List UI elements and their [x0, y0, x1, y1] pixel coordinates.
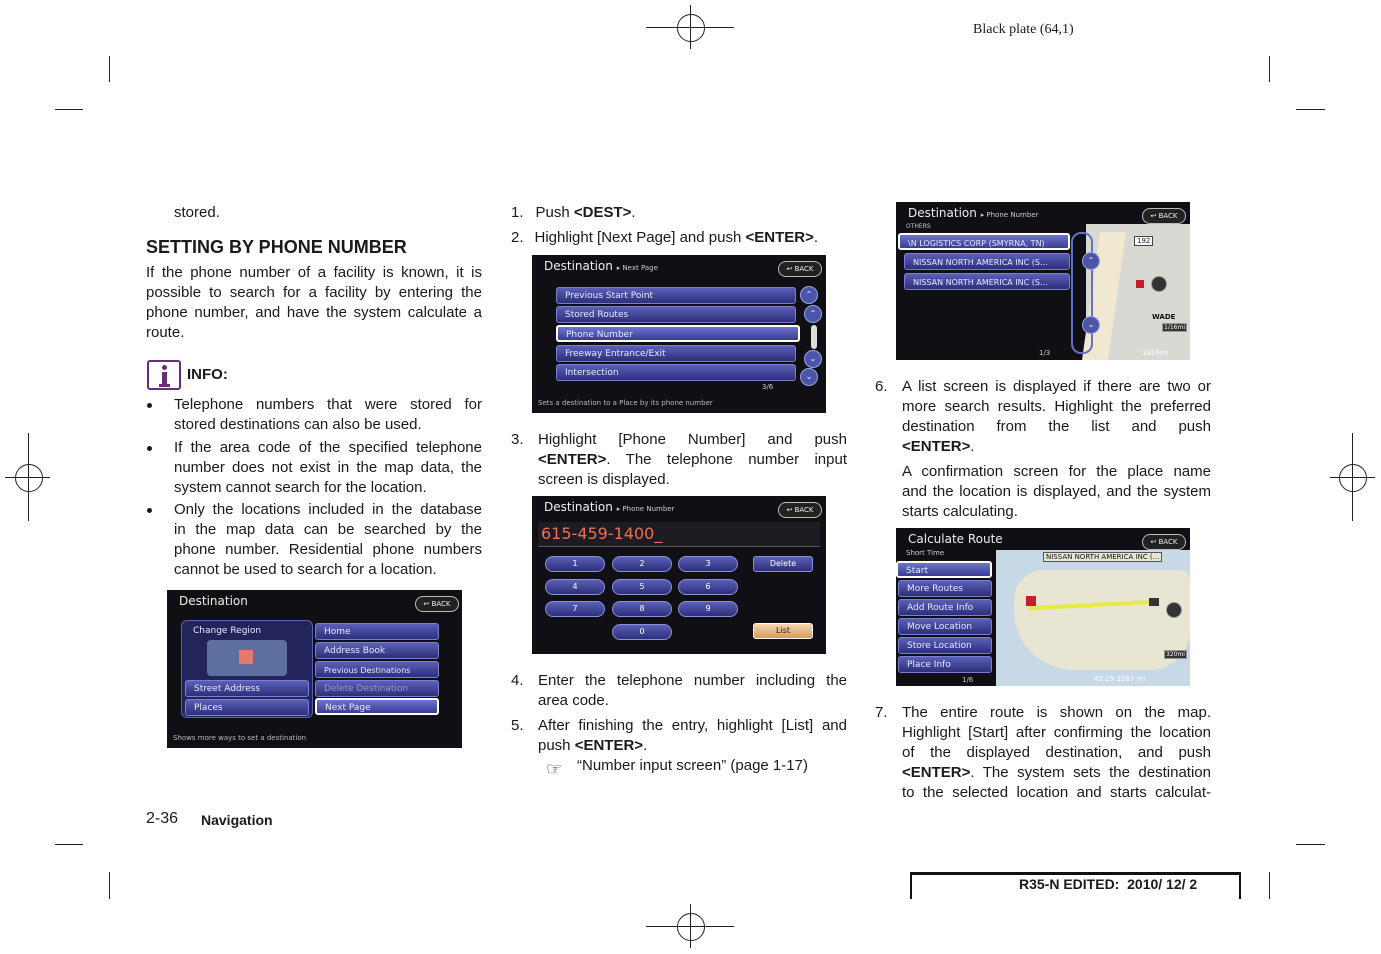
step-4-number: 4. — [511, 672, 524, 689]
reference-hand-icon: ☞ — [546, 759, 563, 779]
menu-item: Places — [185, 699, 309, 716]
list-item: Only the locations included in the database in the map data can be searched by the phone number. Residential phone numbers cannot be used to search for a location. — [174, 501, 482, 578]
edit-box-left-rule — [910, 872, 912, 899]
destination-label: NISSAN NORTH AMERICA INC (... — [1043, 552, 1162, 562]
start-flag-icon — [1026, 596, 1036, 606]
intro-paragraph: If the phone number of a facility is known, it is possible to search for a facility by entering the phone number, and have the system calculate a route. — [146, 264, 482, 341]
menu-item: Intersection — [556, 364, 796, 381]
list-item: If the area code of the specified telephone number does not exist in the map data, the system cannot search for the location. — [174, 439, 482, 496]
route-type-label: Short Time — [906, 549, 945, 557]
back-button: ↩ BACK — [415, 596, 459, 612]
scroll-up-icon: ⌃ — [1082, 252, 1100, 270]
destination-menu-screenshot — [167, 590, 462, 748]
menu-item: Home — [315, 623, 439, 640]
menu-item: Freeway Entrance/Exit — [556, 345, 796, 362]
bullet-dot — [147, 403, 152, 408]
menu-item-selected: Next Page — [315, 698, 439, 715]
screen-title: Destination ▸ Next Page — [544, 259, 658, 273]
step-3: Highlight [Phone Number] and push <ENTER>. The telephone number input screen is displayed. — [538, 431, 847, 488]
list-section-label: OTHERS — [906, 223, 931, 230]
key-2: 2 — [612, 556, 672, 572]
menu-item: Previous Start Point — [556, 287, 796, 304]
road-shield: 192 — [1134, 236, 1153, 246]
back-button: ↩ BACK — [1142, 208, 1186, 224]
scroll-down-icon: ⌄ — [800, 368, 818, 386]
back-button: ↩ BACK — [778, 261, 822, 277]
page-indicator: 1/3 — [1039, 349, 1051, 357]
scale-label: 320mi — [1166, 651, 1185, 658]
screen-hint: Shows more ways to set a destination — [173, 734, 307, 742]
step-3-number: 3. — [511, 431, 524, 448]
delete-key: Delete — [753, 556, 813, 572]
back-button: ↩ BACK — [1142, 534, 1186, 550]
screen-title: Calculate Route — [908, 532, 1003, 546]
step-2: 2. Highlight [Next Page] and push <ENTER>. — [511, 229, 819, 246]
menu-item: Street Address — [185, 680, 309, 697]
route-option: Place Info — [898, 656, 992, 673]
key-6: 6 — [678, 579, 738, 595]
bullet-dot — [147, 446, 152, 451]
menu-item-selected: Phone Number — [556, 325, 800, 342]
info-icon — [147, 360, 181, 390]
page-reference: “Number input screen” (page 1-17) — [577, 757, 808, 774]
edit-box-right-rule — [1239, 872, 1241, 899]
result-item: NISSAN NORTH AMERICA INC (S... — [904, 273, 1070, 290]
plate-label: Black plate (64,1) — [973, 22, 1074, 37]
screen-title: Destination ▸ Phone Number — [908, 206, 1039, 220]
region-highlight — [239, 650, 253, 664]
compass-icon — [1166, 602, 1182, 618]
result-item-selected: \N LOGISTICS CORP (SMYRNA, TN) — [898, 233, 1070, 250]
menu-item: Address Book — [315, 642, 439, 659]
screen-title: Destination ▸ Phone Number — [544, 500, 675, 514]
page-number: 2-36 — [146, 810, 179, 827]
list-item: Telephone numbers that were stored for stored destinations can also be used. — [174, 396, 482, 433]
step-6-note: A confirmation screen for the place name and the location is displayed, and the system starts calculating. — [902, 463, 1211, 520]
scroll-up-icon: ⌃ — [804, 305, 822, 323]
key-8: 8 — [612, 601, 672, 617]
step-7-number: 7. — [875, 704, 888, 721]
menu-item: Change Region — [193, 626, 262, 636]
route-option-selected: Start — [896, 561, 992, 578]
route-option: Add Route Info — [898, 599, 992, 616]
list-key: List — [753, 623, 813, 639]
step-5-number: 5. — [511, 717, 524, 734]
continued-text: stored. — [174, 204, 220, 221]
scrollbar-thumb — [811, 325, 817, 349]
back-button: ↩ BACK — [778, 502, 822, 518]
menu-item: Stored Routes — [556, 306, 796, 323]
menu-item: Delete Destination — [315, 680, 439, 697]
step-7: The entire route is shown on the map. Highlight [Start] after confirming the location of the displayed destination, and push <ENTER>. The system sets the destination to the selected location and starts calculat- — [902, 704, 1211, 801]
step-1: 1. Push <DEST>. — [511, 204, 636, 221]
page-indicator: 3/6 — [762, 383, 774, 391]
compass-icon — [1151, 276, 1167, 292]
distance-label: 1829mi — [1142, 349, 1169, 357]
key-5: 5 — [612, 579, 672, 595]
search-results-screenshot — [896, 202, 1190, 360]
screen-hint: Sets a destination to a Place by its phone number — [538, 399, 713, 407]
menu-item: Previous Destinations — [315, 661, 439, 678]
scale-label: 1/16mi — [1164, 324, 1185, 331]
route-option: More Routes — [898, 580, 992, 597]
map-label: WADE — [1152, 313, 1176, 321]
route-summary: 42:19 2267 mi — [1094, 675, 1146, 683]
section-heading: SETTING BY PHONE NUMBER — [146, 237, 407, 257]
step-6-number: 6. — [875, 378, 888, 395]
result-item: NISSAN NORTH AMERICA INC (S... — [904, 253, 1070, 270]
edit-stamp: R35-N EDITED: 2010/ 12/ 2 — [1019, 876, 1198, 892]
step-4: Enter the telephone number including the area code. — [538, 672, 847, 709]
next-page-menu-screenshot — [532, 255, 826, 413]
scroll-track — [1071, 232, 1093, 354]
key-1: 1 — [545, 556, 605, 572]
key-9: 9 — [678, 601, 738, 617]
section-name: Navigation — [201, 812, 273, 828]
step-6: A list screen is displayed if there are two or more search results. Highlight the preferred destination from the list and push <ENTER>. — [902, 378, 1211, 455]
destination-flag-icon — [1149, 598, 1159, 606]
edit-box-top-rule — [910, 872, 1241, 875]
scroll-up-icon: ⌃ — [800, 286, 818, 304]
key-7: 7 — [545, 601, 605, 617]
info-label: INFO: — [187, 366, 228, 383]
key-0: 0 — [612, 624, 672, 640]
phone-number-input-screenshot — [532, 496, 826, 654]
screen-title: Destination — [179, 594, 248, 608]
step-5: After finishing the entry, highlight [List] and push <ENTER>. — [538, 717, 847, 754]
route-option: Store Location — [898, 637, 992, 654]
calculate-route-screenshot — [896, 528, 1190, 686]
key-3: 3 — [678, 556, 738, 572]
number-field-value: 615-459-1400_ — [541, 524, 663, 543]
page-indicator: 1/6 — [962, 676, 974, 684]
key-4: 4 — [545, 579, 605, 595]
scroll-down-icon: ⌄ — [804, 350, 822, 368]
route-option: Move Location — [898, 618, 992, 635]
scroll-down-icon: ⌄ — [1082, 316, 1100, 334]
destination-flag-icon — [1136, 280, 1144, 288]
bullet-dot — [147, 508, 152, 513]
